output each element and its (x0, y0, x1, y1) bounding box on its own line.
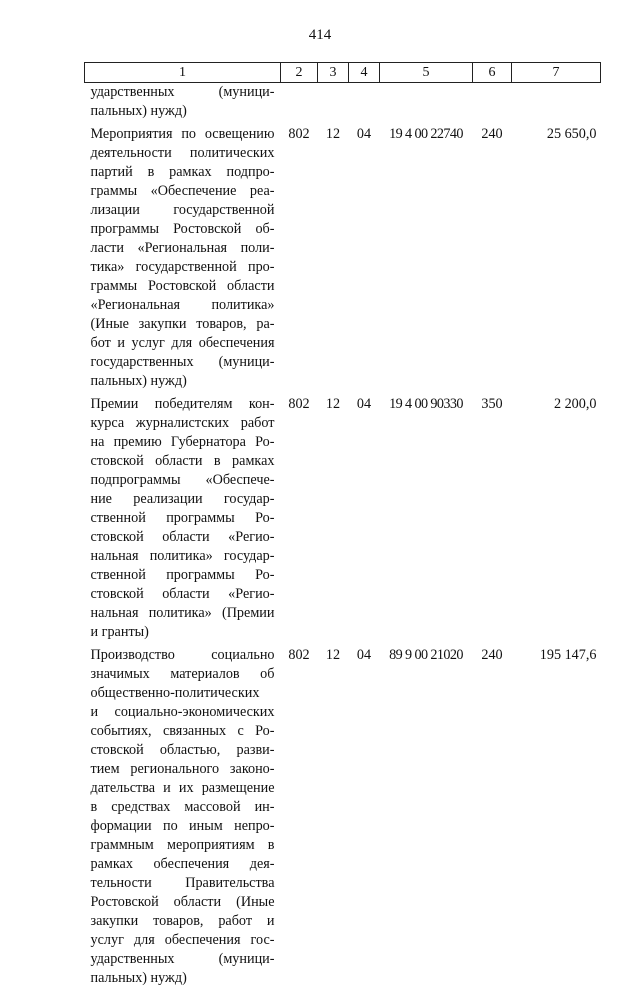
target-article-code (380, 83, 473, 126)
budget-table (84, 62, 601, 992)
description-line: Премии победителям кон- (91, 395, 275, 414)
description-line: закупки товаров, работ и (91, 912, 275, 931)
ministry-code: 802 (281, 395, 318, 646)
target-article-code: 89 9 00 21020 (380, 646, 473, 992)
section-code: 12 (318, 646, 349, 992)
header-col-3: 3 (318, 63, 349, 83)
expense-type-code: 240 (473, 125, 512, 395)
ministry-code (281, 83, 318, 126)
row-description (85, 83, 281, 126)
description-line: и гранты) (91, 623, 275, 642)
subsection-code: 04 (349, 125, 380, 395)
description-line: стовской области «Регио- (91, 528, 275, 547)
description-line: нальная политика» (Премии (91, 604, 275, 623)
description-line: граммы «Обеспечение реа- (91, 182, 275, 201)
amount-value: 2 200,0 (512, 395, 601, 646)
header-col-4: 4 (349, 63, 380, 83)
header-col-6: 6 (473, 63, 512, 83)
ministry-code: 802 (281, 125, 318, 395)
description-line: стовской области «Регио- (91, 585, 275, 604)
description-line: значимых материалов об (91, 665, 275, 684)
section-code (318, 83, 349, 126)
header-col-7: 7 (512, 63, 601, 83)
description-line: общественно-политических (91, 684, 275, 703)
description-line: граммы Ростовской области (91, 277, 275, 296)
ministry-code: 802 (281, 646, 318, 992)
description-line: «Региональная политика» (91, 296, 275, 315)
description-line: государственных (муници- (91, 353, 275, 372)
description-line: и социально-экономических (91, 703, 275, 722)
row-description (85, 646, 281, 992)
description-line: Производство социально (91, 646, 275, 665)
description-line: ударственных (муници- (91, 83, 275, 102)
amount-value (512, 83, 601, 126)
description-line: формации по иным непро- (91, 817, 275, 836)
header-col-1: 1 (85, 63, 281, 83)
section-code: 12 (318, 395, 349, 646)
row-description (85, 125, 281, 395)
table-row (85, 83, 601, 126)
description-line: программы Ростовской об- (91, 220, 275, 239)
description-line: ласти «Региональная поли- (91, 239, 275, 258)
description-line: на премию Губернатора Ро- (91, 433, 275, 452)
description-line: партий в рамках подпро- (91, 163, 275, 182)
description-line: услуг для обеспечения гос- (91, 931, 275, 950)
target-article-code: 19 4 00 22740 (380, 125, 473, 395)
description-line: тием регионального законо- (91, 760, 275, 779)
table-row (85, 395, 601, 646)
description-line: стовской областью, разви- (91, 741, 275, 760)
description-line: бот и услуг для обеспечения (91, 334, 275, 353)
description-line: ние реализации государ- (91, 490, 275, 509)
expense-type-code: 350 (473, 395, 512, 646)
description-line: Мероприятия по освещению (91, 125, 275, 144)
description-line: (Иные закупки товаров, ра- (91, 315, 275, 334)
description-line: нальная политика» государ- (91, 547, 275, 566)
description-line: подпрограммы «Обеспече- (91, 471, 275, 490)
description-line: лизации государственной (91, 201, 275, 220)
description-line: в средствах массовой ин- (91, 798, 275, 817)
description-line: дательства и их размещение (91, 779, 275, 798)
amount-value: 25 650,0 (512, 125, 601, 395)
header-col-2: 2 (281, 63, 318, 83)
subsection-code: 04 (349, 395, 380, 646)
expense-type-code (473, 83, 512, 126)
description-line: тельности Правительства (91, 874, 275, 893)
description-line: событиях, связанных с Ро- (91, 722, 275, 741)
row-description (85, 395, 281, 646)
subsection-code: 04 (349, 646, 380, 992)
header-row (85, 63, 601, 83)
description-line: Ростовской области (Иные (91, 893, 275, 912)
section-code: 12 (318, 125, 349, 395)
table-row (85, 646, 601, 992)
page-number: 414 (0, 27, 640, 44)
table-header (85, 63, 601, 83)
expense-type-code: 240 (473, 646, 512, 992)
target-article-code: 19 4 00 90330 (380, 395, 473, 646)
description-line: пальных) нужд) (91, 372, 275, 391)
table-row (85, 125, 601, 395)
description-line: ударственных (муници- (91, 950, 275, 969)
description-line: стовской области в рамках (91, 452, 275, 471)
description-line: тика» государственной про- (91, 258, 275, 277)
header-col-5: 5 (380, 63, 473, 83)
description-line: ственной программы Ро- (91, 509, 275, 528)
description-line: пальных) нужд) (91, 969, 275, 988)
amount-value: 195 147,6 (512, 646, 601, 992)
description-line: граммным мероприятиям в (91, 836, 275, 855)
description-line: ственной программы Ро- (91, 566, 275, 585)
description-line: деятельности политических (91, 144, 275, 163)
table-body (85, 83, 601, 992)
subsection-code (349, 83, 380, 126)
description-line: рамках обеспечения дея- (91, 855, 275, 874)
description-line: курса журналистских работ (91, 414, 275, 433)
description-line: пальных) нужд) (91, 102, 275, 121)
